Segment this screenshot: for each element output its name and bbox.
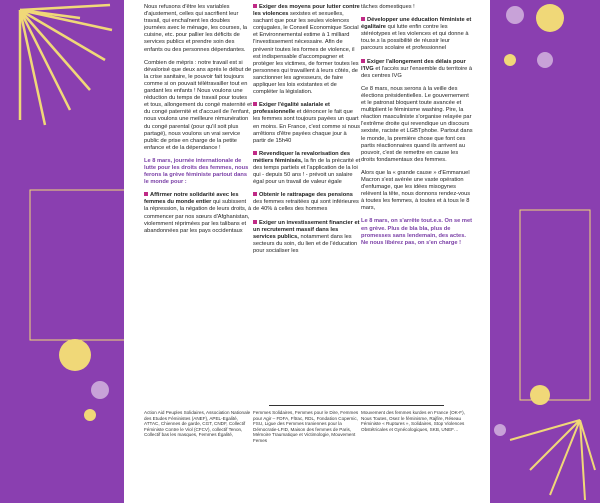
demand-pensions	[253, 192, 361, 213]
demand-title: Développer une éducation féministe et égalitaire	[361, 17, 472, 31]
demand-public-services	[253, 220, 361, 255]
demand-education	[361, 17, 473, 52]
column-2	[253, 4, 361, 261]
closing-call: Le 8 mars, on s'arrête tout.e.s. On se met en grève. Plus de bla bla, plus de promesses sans lendemain, des actes. Ne nous libérez pas, on s'en charge !	[361, 218, 473, 246]
intro-paragraph: Nous refusons d'être les variables d'ajustement, celles qui sacrifient leur travail, qui enchaînent les doubles journées avec le ménage, les courses, la cuisine, etc. pour pallier les déficits de services publics et prendre soin des enfants ou des personnes dépendantes.	[144, 4, 248, 53]
demand-text: et dénoncer le fait que les femmes sont toujours payées un quart en moins. En France, c'est comme si nous arrêtions d'être payées chaque jour à partir de 15h40	[253, 109, 360, 144]
circle-decoration-right	[490, 0, 600, 503]
demand-equal-pay	[253, 102, 361, 145]
document-page	[124, 0, 490, 503]
contempt-paragraph: Combien de mépris : notre travail est si dévalorisé que deux ans après le début de la crise sanitaire, le pouvoir fait toujours comme si on pouvait télétravailler tout en gardant les enfants ! Nous voulons une réduction du temps de travail pour toutes et tous, allongement du congé maternité et du congé paternité et d'accueil de l'enfant, nous voulons une meilleure rémunération du congé parental (pour qu'il soit plus partagé), nous voulons un vrai service public de prise en charge de la petite enfance et de la dépendance !	[144, 59, 252, 151]
demand-text: sexistes et sexuelles, sachant que pour les seules violences conjugales, le Conseil Economique Social et Environnemental estime à 1 milliard l'investissement nécessaire. Afin de prévenir toutes les formes de violence, il est indispensable d'accompagner et protéger les victimes, de former toutes les personnes qui travaillent à leurs côtés, de sanctionner les agresseurs, de faire appliquer les lois existantes et de compléter la législation.	[253, 11, 359, 96]
signatories-column-3: Mouvement des femmes kurdes en France (OK-F), Nous Toutes, Osez le féminisme, Rajfire, Réseau Féministe « Ruptures », Solidaires, Stop Violences Obstétricales et Gynécologiques, SKB, UNEF…	[361, 410, 465, 432]
bullet-icon	[144, 192, 148, 196]
demand-text: notamment dans les secteurs du soin, du lien et de l'éducation pour socialiser les	[253, 233, 358, 254]
bullet-icon	[253, 102, 257, 106]
circle-decoration-left	[30, 330, 124, 430]
column-1	[144, 4, 252, 241]
frame-decoration-left	[20, 180, 124, 360]
demand-title: Exiger l'égalité salariale et professionnelle	[253, 102, 330, 116]
strike-call-paragraph: Le 8 mars, journée internationale de lutte pour les droits des femmes, nous ferons la grève féministe partout dans le monde pour :	[144, 157, 249, 186]
demand-title: Exiger un investissement financier et un recrutement massif dans les services publics,	[253, 219, 360, 240]
demand-title: Affirmer notre solidarité avec les femmes du monde entier	[144, 192, 239, 206]
signatories-column-2: Femmes Solidaires, Femmes pour le Dire, Femmes pour Agir – FDFA, Fltrac, RDL, Fondation Copernic, FSU, Ligue des Femmes Iraniennes pour la Démocratie-LFID, Maison des femmes de Paris, Mémoire Traumatique et Victimologie, Mouvement Femes	[253, 410, 359, 443]
bullet-icon	[253, 151, 257, 155]
bullet-icon	[253, 192, 257, 196]
demand-title: Revendiquer la revalorisation des métiers féminisés,	[253, 150, 351, 164]
demand-text: et l'accès sur l'ensemble du territoire à des centres IVG	[361, 65, 473, 79]
continuation-text: tâches domestiques !	[361, 4, 415, 10]
rendezvous-paragraph: Alors que la « grande cause » d'Emmanuel Macron s'est avérée une vaste opération d'enfumage, que les idées misogynes relèvent la tête, nous donnons rendez-vous à toutes les femmes, à toutes et à tous le 8 mars,	[361, 169, 471, 212]
demand-violence	[253, 4, 361, 96]
demand-text: qui subissent la répression, la négation de leurs droits, à commencer par nos sœurs d'Afghanistan, violemment réprimées par les talibans et abandonnées par les pays occidentaux	[144, 199, 252, 234]
bullet-icon	[253, 4, 257, 8]
bullet-icon	[253, 220, 257, 224]
demand-text: des femmes retraitées qui sont inférieures de 40% à celles des hommes	[253, 199, 359, 213]
signatories-column-1: Action Aid Peuples Solidaires, Association Nationale des Etudes Féministes (ANEF), APEL-Egalité, ATTAC, Chiennes de garde, CGT, CNDF, Collectif Féministe Contre le Viol (CFCV), collectif Tenon, Collectif bas les masques, Femmes Égalité,	[144, 410, 251, 438]
demand-text: la fin de la précarité et des temps partiels et l'application de la loi qui - depuis 50 ans ! - prévoit un salaire égal pour un travail de valeur égale	[253, 157, 361, 186]
column-3	[361, 4, 473, 253]
demand-title: Exiger l'allongement des délais pour l'IVG	[361, 58, 466, 72]
demand-revaluation	[253, 151, 361, 186]
demand-solidarity	[144, 192, 252, 235]
bullet-icon	[361, 17, 365, 21]
signatories-divider	[269, 405, 444, 406]
demand-title: Obtenir le rattrapage des pensions	[259, 192, 353, 199]
demand-title: Exiger des moyens pour lutter contre les violences	[253, 4, 360, 18]
demand-ivg	[361, 59, 473, 80]
elections-paragraph: Ce 8 mars, nous serons à la veille des élections présidentielles. Le gouvernement et le patronat bloquent toute avancée et multiplient le féminisme washing. Pire, la réaction masculiniste s'organise relayée par l'extrême droite qui revendique un discours sexiste, raciste et LGBTphobe. Partout dans le monde, la première chose que font ces partis réactionnaires quand ils arrivent au pouvoir, c'est de remettre en cause les droits fondamentaux des femmes.	[361, 85, 473, 163]
bullet-icon	[361, 59, 365, 63]
demand-text: qui lutte enfin contre les stéréotypes et les violences et qui donne à tou.te.s la possibilité de réussir leur parcours scolaire et professionnel	[361, 24, 469, 52]
sunburst-decoration-top-left	[0, 0, 124, 150]
